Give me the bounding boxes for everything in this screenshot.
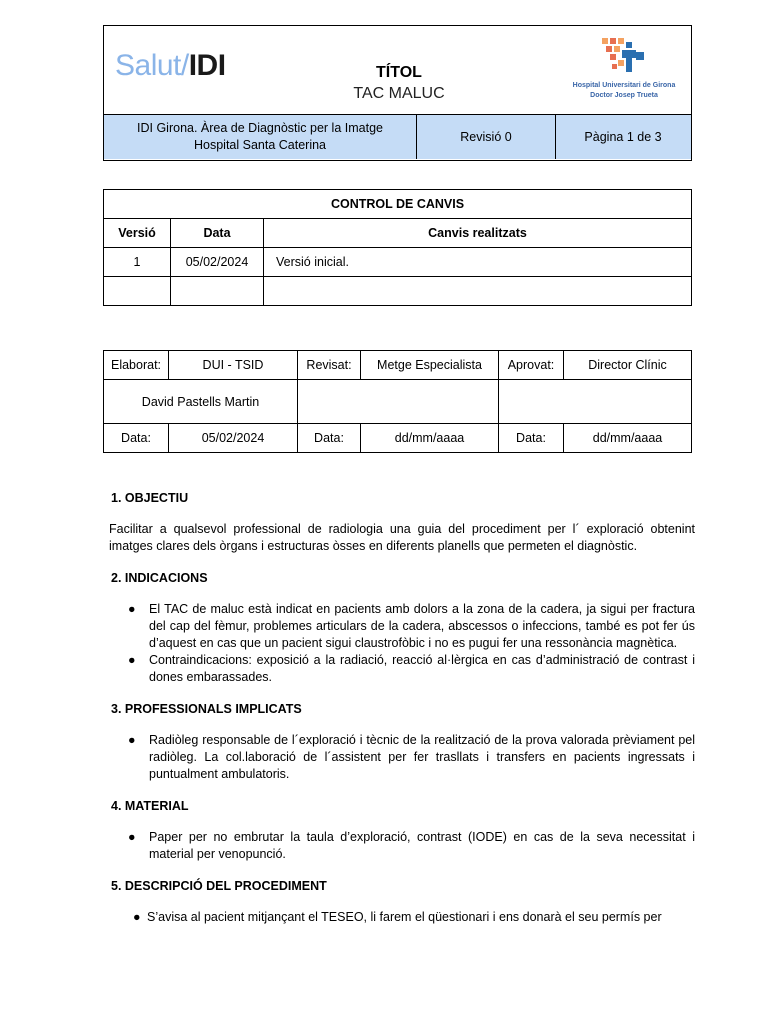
revisat-date: dd/mm/aaaa — [361, 424, 499, 453]
data-label: Data: — [499, 424, 564, 453]
unit-cell: IDI Girona. Àrea de Diagnòstic per la Imatge Hospital Santa Caterina — [104, 115, 417, 159]
salut-idi-logo: Salut/IDI — [115, 49, 226, 82]
bullet-list — [109, 909, 695, 926]
elaborat-date: 05/02/2024 — [169, 424, 298, 453]
header-top — [104, 26, 691, 115]
list-item: ● Paper per no embrutar la taula d’exploració, contrast (IODE) en cas de la seva necessitat i material per venopunció. — [128, 830, 695, 861]
section-title: 3. PROFESSIONALS IMPLICATS — [111, 702, 302, 716]
revisat-label: Revisat: — [298, 351, 361, 380]
signatures-table — [103, 350, 692, 453]
aprovat-date: dd/mm/aaaa — [564, 424, 692, 453]
data-label: Data: — [298, 424, 361, 453]
title-block — [304, 64, 494, 103]
hospital-cross-icon — [600, 38, 650, 80]
revisat-signature — [298, 380, 499, 424]
document-body — [109, 490, 695, 926]
table-cell — [171, 277, 264, 306]
header-info-band — [104, 115, 691, 159]
table-row — [104, 277, 692, 306]
document-header — [103, 25, 692, 161]
table-cell — [104, 277, 171, 306]
column-header: Data — [171, 219, 264, 248]
change-control-title: CONTROL DE CANVIS — [104, 190, 692, 219]
list-item: ● El TAC de maluc està indicat en pacients amb dolors a la zona de la cadera, ja sigui per fractura del cap del fèmur, problemes articulars de la cadera, abscessos o infeccions, també es pot fer ús d’aquest en cas que un pacient sigui claustrofòbic i no es pugui fer una ressonància magnètica. — [128, 602, 695, 650]
bullet-list — [109, 601, 695, 686]
bullet-list — [109, 829, 695, 863]
aprovat-signature — [499, 380, 692, 424]
data-label: Data: — [104, 424, 169, 453]
list-item: ● Radiòleg responsable de l´exploració i tècnic de la realització de la prova valorada prèviament pel radiòleg. La col.laboració de l´assistent per fer trasllats i transfers en pacients ingressats i puntualment ambulatoris. — [128, 733, 695, 781]
list-item: ● S’avisa al pacient mitjançant el TESEO, li farem el qüestionari i ens donarà el seu permís per — [133, 910, 662, 924]
revisat-value: Metge Especialista — [361, 351, 499, 380]
table-cell: Versió inicial. — [264, 248, 692, 277]
list-item: ● Contraindicacions: exposició a la radiació, reacció al·lèrgica en cas d’administració de contrast i dones embarassades. — [128, 653, 695, 684]
column-header: Canvis realitzats — [264, 219, 692, 248]
elaborat-value: DUI - TSID — [169, 351, 298, 380]
aprovat-value: Director Clínic — [564, 351, 692, 380]
title-label: TÍTOL — [376, 64, 422, 81]
page-cell: Pàgina 1 de 3 — [584, 129, 662, 144]
section-title: 1. OBJECTIU — [111, 491, 189, 505]
table-cell: 1 — [104, 248, 171, 277]
change-control-table — [103, 189, 692, 306]
elaborat-name: David Pastells Martin — [104, 380, 298, 424]
section-title: 5. DESCRIPCIÓ DEL PROCEDIMENT — [111, 879, 327, 893]
column-header: Versió — [104, 219, 171, 248]
title-value: TAC MALUC — [353, 85, 445, 102]
revision-cell: Revisió 0 — [417, 115, 556, 159]
table-cell — [264, 277, 692, 306]
bullet-list — [109, 732, 695, 783]
hospital-logo: Hospital Universitari de Girona Doctor Josep Trueta — [564, 38, 684, 100]
section-title: 2. INDICACIONS — [111, 571, 208, 585]
section-title: 4. MATERIAL — [111, 799, 189, 813]
aprovat-label: Aprovat: — [499, 351, 564, 380]
table-row — [104, 248, 692, 277]
paragraph: Facilitar a qualsevol professional de radiologia una guia del procediment per l´ exploració obtenint imatges clares dels òrgans i estructuras òsses en diferents planells que permeten el diagnòstic. — [109, 522, 695, 553]
table-cell: 05/02/2024 — [171, 248, 264, 277]
elaborat-label: Elaborat: — [104, 351, 169, 380]
